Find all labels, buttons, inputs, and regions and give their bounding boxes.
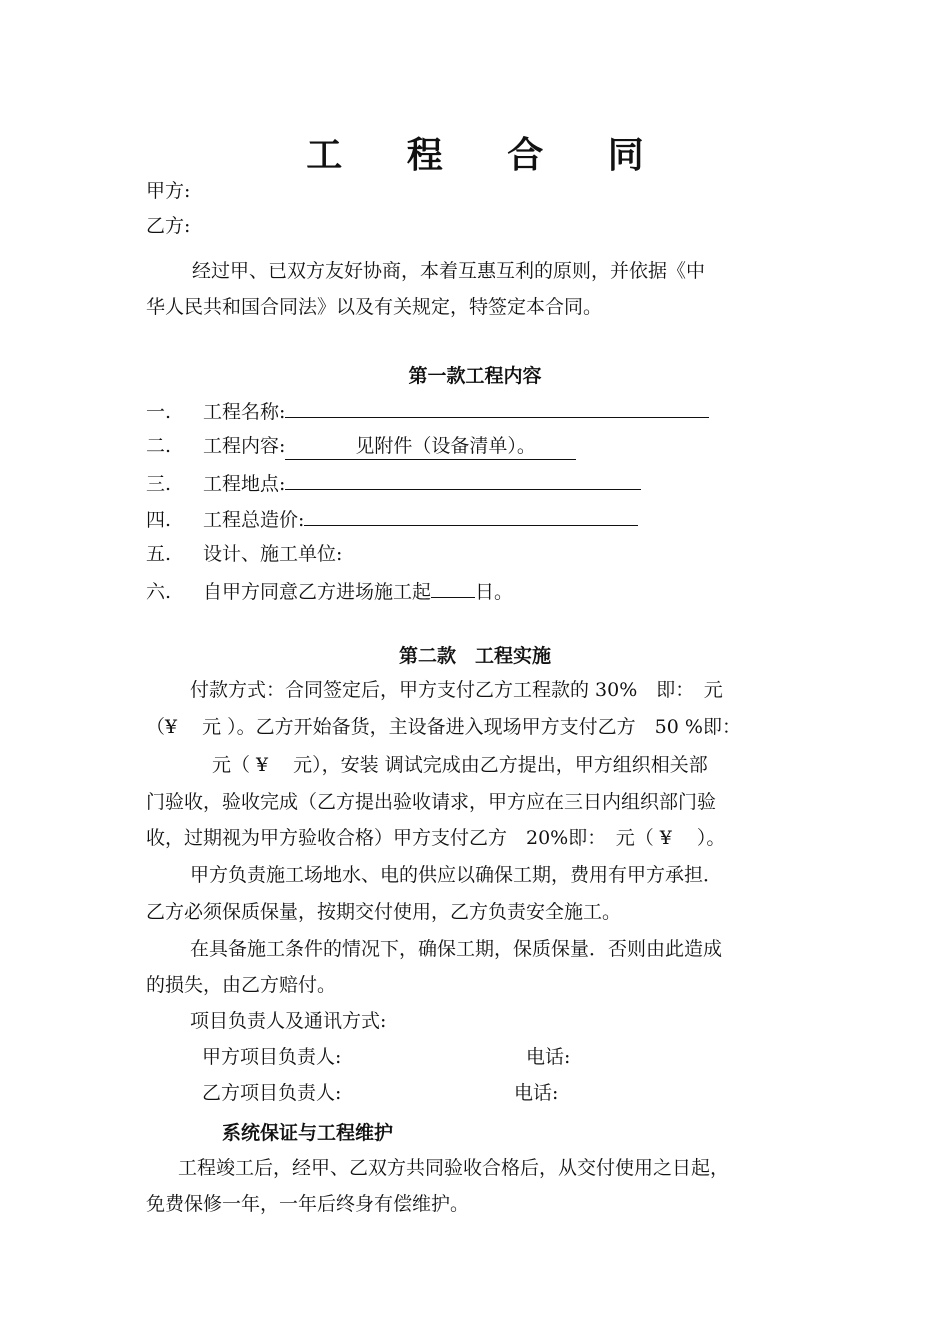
item-1-number: 一. [146,401,172,423]
item-2-number: 二. [146,435,172,457]
conditions-line-1: 在具备施工条件的情况下，确保工期，保质保量．否则由此造成 [190,938,723,960]
item-3-blank-line [285,469,641,490]
party-a-manager-label: 甲方项目负责人: [202,1046,342,1068]
conditions-line-2: 的损失，由乙方赔付。 [146,974,337,996]
contacts-label: 项目负责人及通讯方式: [190,1010,387,1032]
item-5 [146,541,342,567]
party-a-phone-label: 电话: [526,1046,571,1068]
section3-heading: 系统保证与工程维护 [222,1122,394,1144]
section2-heading: 第二款 工程实施 [398,645,551,667]
item-1-label: 工程名称: [203,401,286,423]
item-4 [146,505,638,533]
section1-heading: 第一款工程内容 [408,365,542,387]
party-b-label: 乙方: [146,215,191,237]
item-5-label: 设计、施工单位: [203,543,343,565]
item-4-label: 工程总造价: [203,509,305,531]
party-b-phone-label: 电话: [514,1082,559,1104]
item-3 [146,469,641,497]
item-2 [146,433,576,460]
item-6-number: 六. [146,581,172,603]
item-5-number: 五. [146,543,172,565]
payment-line-2: （¥ 元 ）。乙方开始备货，主设备进入现场甲方支付乙方 50 %即： [146,716,741,738]
site-supply-line-1: 甲方负责施工场地水、电的供应以确保工期，费用有甲方承担． [190,864,723,886]
warranty-line-2: 免费保修一年，一年后终身有偿维护。 [146,1193,470,1215]
item-4-number: 四. [146,509,172,531]
item-6-suffix: 日。 [475,581,514,603]
intro-line-1: 经过甲、已双方友好协商，本着互惠互利的原则，并依据《中 [192,260,706,282]
payment-line-4: 门验收，验收完成（乙方提出验收请求，甲方应在三日内组织部门验 [146,791,717,813]
item-4-blank-line [304,505,638,526]
item-1 [146,397,709,425]
payment-line-5: 收，过期视为甲方验收合格）甲方支付乙方 20%即： 元（ ¥ ）。 [146,827,726,849]
payment-line-3: 元（ ¥ 元），安装 调试完成由乙方提出，甲方组织相关部 [212,754,708,776]
item-3-number: 三. [146,473,172,495]
item-2-label: 工程内容: [203,435,286,457]
intro-line-2: 华人民共和国合同法》以及有关规定，特签定本合同。 [146,296,603,318]
document-title: 工 程 合 同 [306,135,670,176]
party-b-manager-label: 乙方项目负责人: [202,1082,342,1104]
item-1-blank-line [285,397,709,418]
item-6-blank-line [431,577,475,598]
warranty-line-1: 工程竣工后，经甲、乙双方共同验收合格后，从交付使用之日起， [178,1157,730,1179]
item-6-label: 自甲方同意乙方进场施工起 [203,581,432,603]
payment-line-1: 付款方式：合同签定后，甲方支付乙方工程款的 30% 即： 元 [190,679,723,701]
party-a-label: 甲方: [146,180,191,202]
item-2-value: 见附件（设备清单）。 [285,433,576,460]
item-6 [146,577,513,605]
item-3-label: 工程地点: [203,473,286,495]
site-supply-line-2: 乙方必须保质保量，按期交付使用，乙方负责安全施工。 [146,901,622,923]
